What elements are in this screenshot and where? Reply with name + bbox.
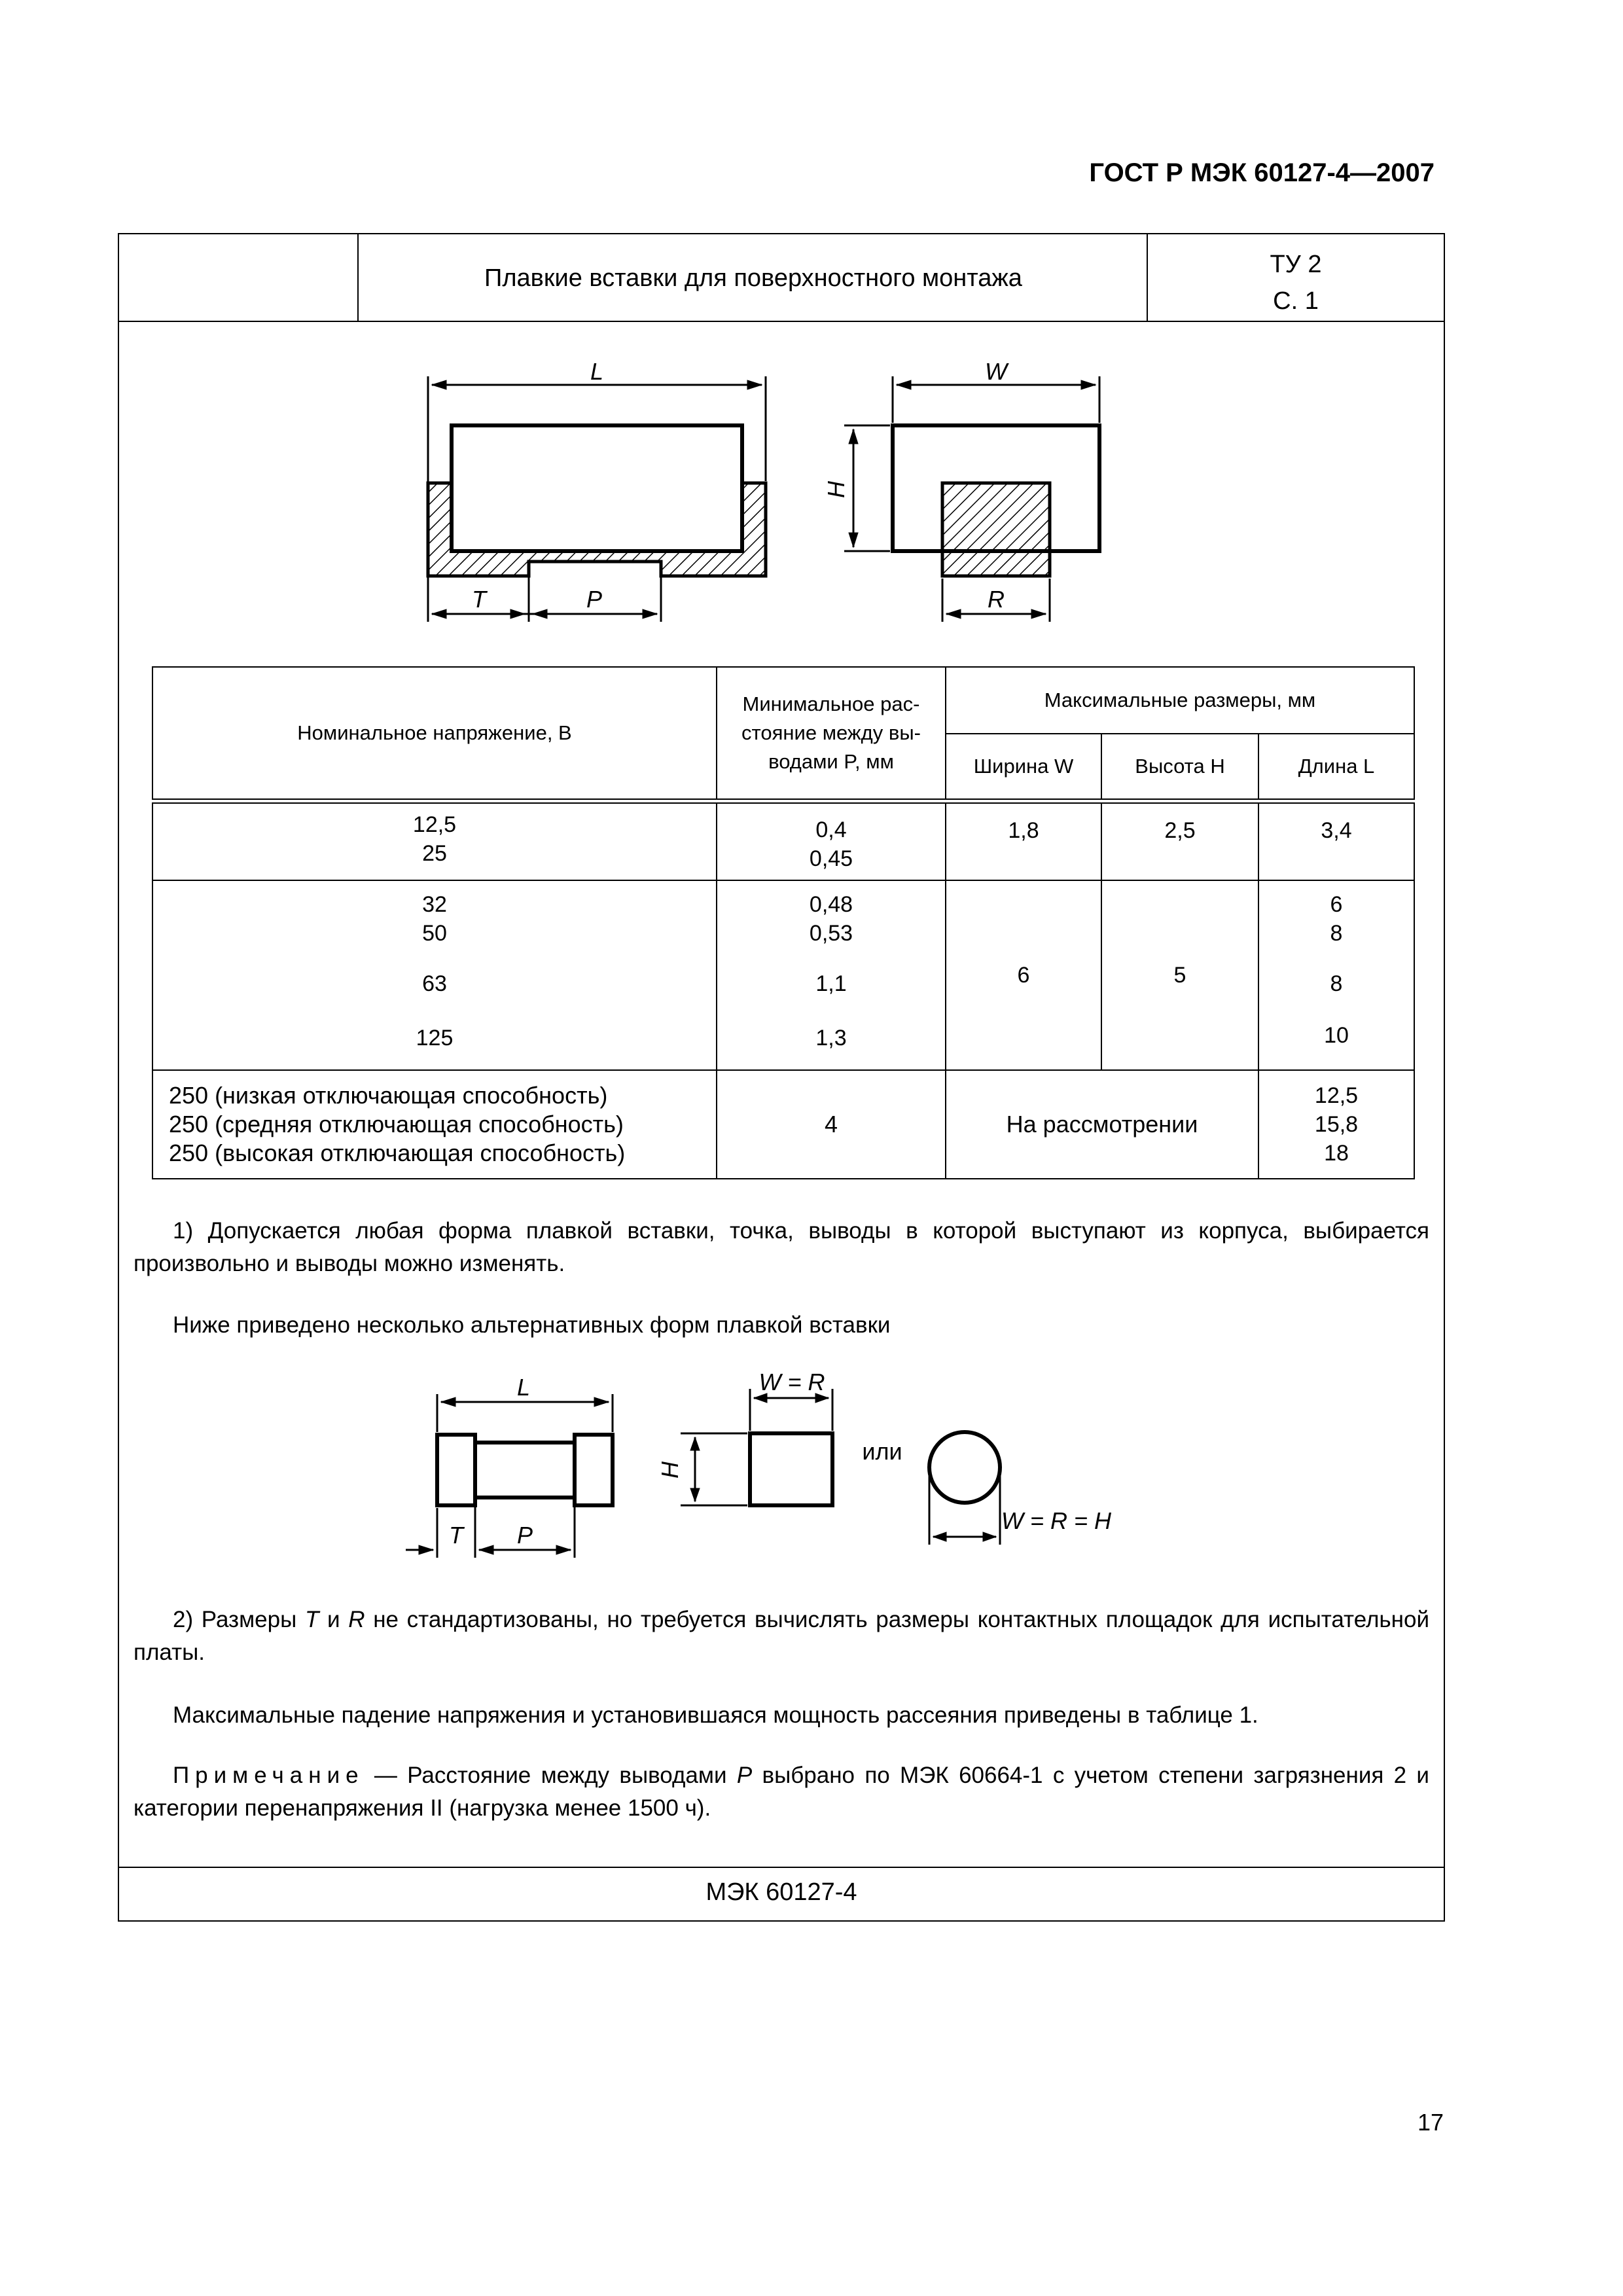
header-title: Плавкие вставки для поверхностного монтажа xyxy=(484,264,1022,292)
dim-label-W: W xyxy=(985,358,1007,385)
table-row xyxy=(152,803,1414,880)
th-voltage: Номинальное напряжение, В xyxy=(152,667,717,799)
cell-height-g1: 2,5 xyxy=(1101,803,1258,880)
cell-height-g2: 5 xyxy=(1101,880,1258,1070)
note-2-rest: не стандартизованы, но требуется вычислять размеры контактных площадок для испытательной платы. xyxy=(134,1607,1429,1665)
max-drop-text xyxy=(134,1699,1429,1732)
th-width: Ширина W xyxy=(946,734,1101,799)
dim-label-T: T xyxy=(472,586,486,613)
note-1 xyxy=(134,1215,1429,1280)
alt-dim-label-P: P xyxy=(516,1522,533,1549)
page-number: 17 xyxy=(1417,2109,1444,2136)
alternative-forms-drawing xyxy=(0,1361,1623,1577)
cell-width-g2: 6 xyxy=(946,880,1101,1070)
end-view xyxy=(844,376,1099,622)
cell-min-dist-g2b: 1,1 xyxy=(815,971,847,996)
or-label: или xyxy=(862,1438,902,1465)
note-dash: — Расстояние между выводами xyxy=(364,1763,737,1788)
note-2 xyxy=(134,1604,1429,1669)
cell-length-g3: 12,5 15,8 18 xyxy=(1258,1070,1414,1179)
note-label: Примечание xyxy=(173,1763,365,1788)
dim-label-H: H xyxy=(823,481,849,498)
cell-min-dist-g3: 4 xyxy=(717,1070,946,1179)
header-code-line2: С. 1 xyxy=(1273,287,1319,315)
alt-forms-text xyxy=(134,1309,1429,1342)
note-2-and: и xyxy=(319,1607,349,1632)
dim-label-R: R xyxy=(988,586,1005,613)
cell-min-dist-g1: 0,4 0,45 xyxy=(717,803,946,880)
cell-length-g2c: 10 xyxy=(1324,1023,1349,1048)
round-form xyxy=(929,1432,1000,1545)
dimensions-table xyxy=(152,666,1415,1179)
cell-voltage-g2c: 125 xyxy=(416,1026,454,1050)
cell-min-dist-g2c: 1,3 xyxy=(815,1026,847,1050)
note-2-R: R xyxy=(348,1607,365,1632)
max-drop-text-span: Максимальные падение напряжения и установившаяся мощность рассеяния приведены в таблице 1. xyxy=(173,1702,1258,1728)
note-2-T: T xyxy=(304,1607,319,1632)
cell-min-dist-g2a: 0,48 0,53 xyxy=(809,892,853,946)
th-length: Длина L xyxy=(1258,734,1414,799)
dim-label-L: L xyxy=(590,358,604,385)
alt-dim-label-T: T xyxy=(449,1522,463,1549)
cylinder-form xyxy=(406,1394,613,1558)
alt-dim-label-H: H xyxy=(656,1462,683,1479)
cell-voltage-g3: 250 (низкая отключающая способность) 250 (средняя отключающая способность) 250 (высокая отключающая способность) xyxy=(152,1070,717,1179)
document-id: ГОСТ Р МЭК 60127-4—2007 xyxy=(1089,158,1435,187)
alt-dim-label-WRH: W = R = H xyxy=(1001,1507,1112,1534)
note xyxy=(134,1759,1429,1825)
cell-length-g1: 3,4 xyxy=(1258,803,1414,880)
note-2-prefix: 2) Размеры xyxy=(173,1607,305,1632)
th-max-dims: Максимальные размеры, мм xyxy=(946,667,1414,734)
note-1-text: 1) Допускается любая форма плавкой вставки, точка, выводы в которой выступают из корпуса, выбирается произвольно и выводы можно изменять. xyxy=(134,1218,1429,1276)
alt-dim-label-L: L xyxy=(516,1374,531,1401)
th-height: Высота H xyxy=(1101,734,1258,799)
table-row xyxy=(152,1070,1414,1179)
side-view xyxy=(428,376,766,622)
square-form xyxy=(681,1389,832,1505)
fuse-dimension-drawing xyxy=(0,0,1623,655)
cell-min-dist-g2 xyxy=(717,880,946,1070)
th-min-distance: Минимальное рас- стояние между вы- водами P, мм xyxy=(717,667,946,799)
note-rest: выбрано по МЭК 60664-1 с учетом степени загрязнения 2 и категории перенапряжения II (нагрузка менее 1500 ч). xyxy=(134,1763,1429,1821)
cell-dims-g3: На рассмотрении xyxy=(946,1070,1258,1179)
alt-forms-text-span: Ниже приведено несколько альтернативных форм плавкой вставки xyxy=(173,1312,891,1338)
footer-divider xyxy=(118,1867,1445,1868)
cell-length-g2a: 6 8 xyxy=(1330,892,1343,946)
cell-length-g2b: 8 xyxy=(1330,971,1343,996)
cell-width-g1: 1,8 xyxy=(946,803,1101,880)
cell-voltage-g2 xyxy=(152,880,717,1070)
cell-voltage-g2b: 63 xyxy=(422,971,447,996)
dim-label-P: P xyxy=(586,586,603,613)
cell-length-g2 xyxy=(1258,880,1414,1070)
table-row xyxy=(152,880,1414,1070)
header-code-line1: ТУ 2 xyxy=(1270,251,1322,278)
note-P: P xyxy=(736,1763,753,1788)
alt-dim-label-WR: W = R xyxy=(758,1369,825,1395)
cell-voltage-g2a: 32 50 xyxy=(422,892,447,946)
cell-voltage-g1: 12,5 25 xyxy=(152,803,717,880)
footer-ref: МЭК 60127-4 xyxy=(705,1878,857,1906)
